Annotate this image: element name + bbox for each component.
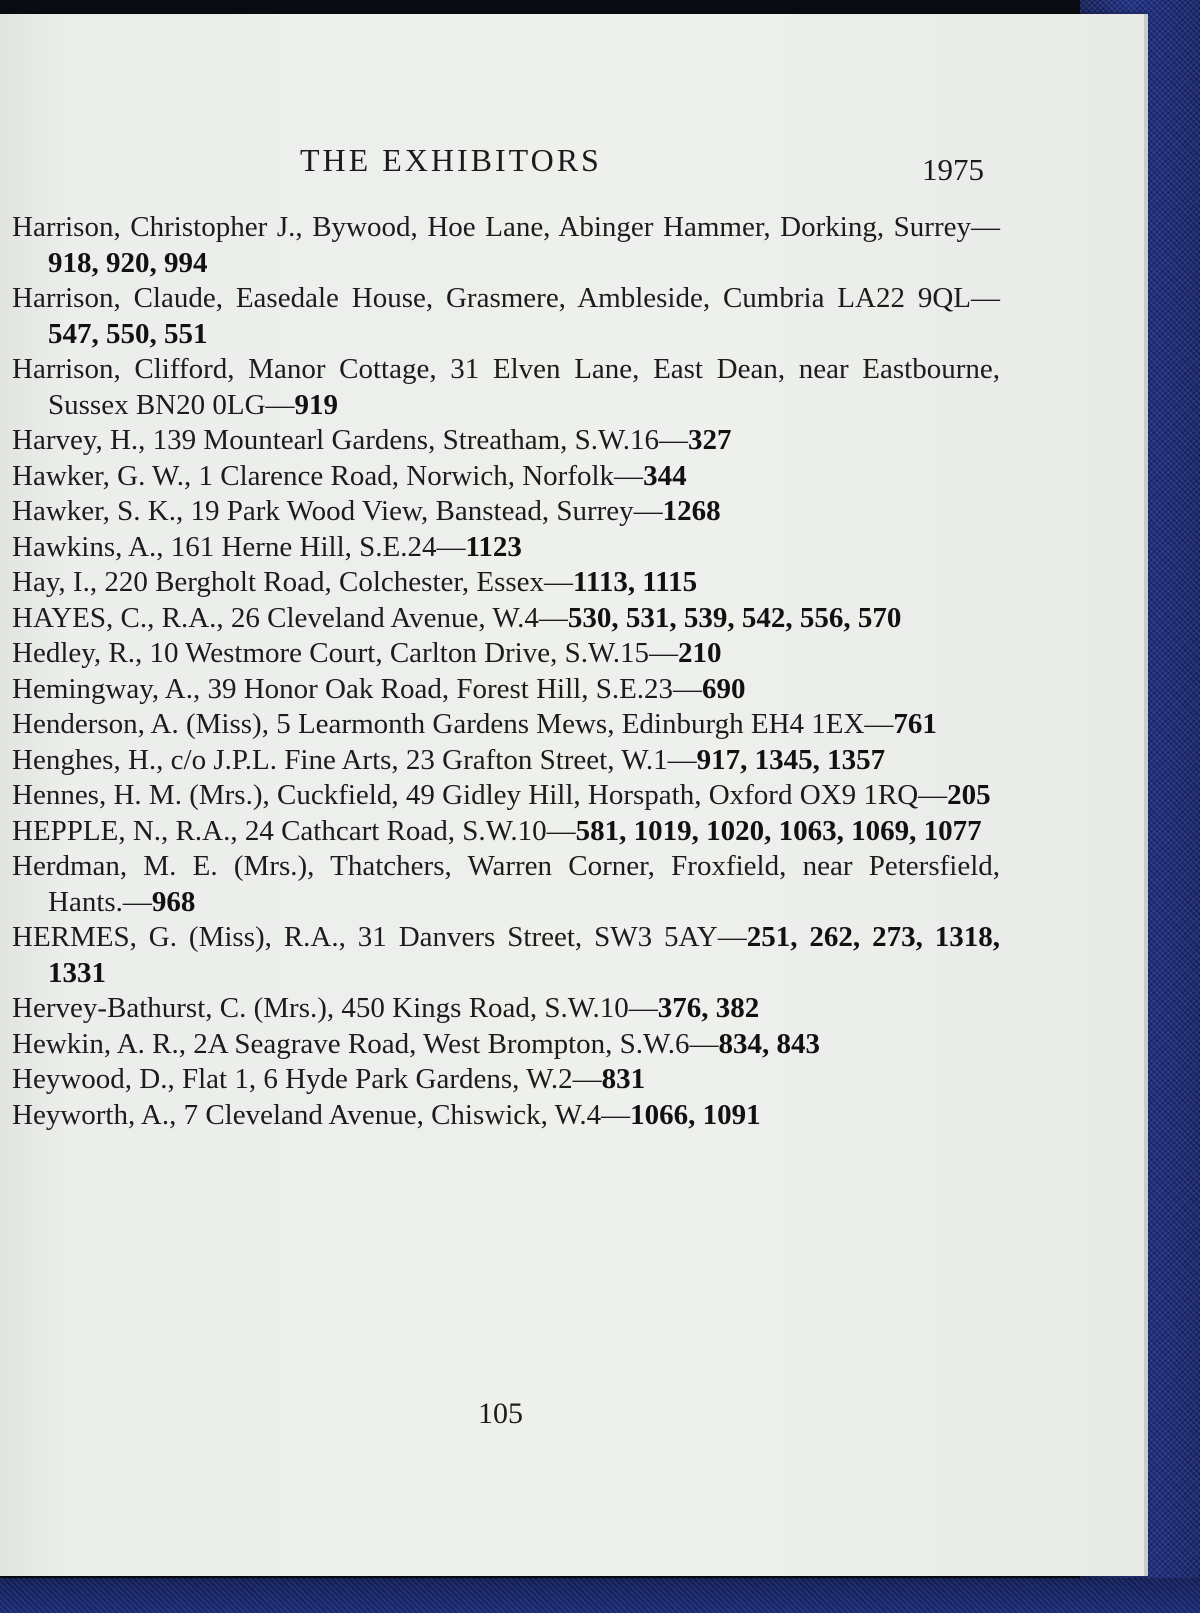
entry-numbers: 344 <box>643 459 687 492</box>
entry-text: Hewkin, A. R., 2A Seagrave Road, West Brompton, S.W.6— <box>12 1027 719 1060</box>
book-cover-bottom-edge <box>0 1578 1200 1613</box>
exhibitor-entry <box>12 210 1000 281</box>
entry-numbers: 1066, 1091 <box>630 1098 761 1131</box>
entry-numbers: 690 <box>702 672 746 705</box>
book-page <box>0 14 1144 1576</box>
exhibitor-entry <box>12 707 1000 743</box>
entry-numbers: 547, 550, 551 <box>48 317 208 350</box>
exhibitor-entry <box>12 672 1000 708</box>
entry-text: Hemingway, A., 39 Honor Oak Road, Forest Hill, S.E.23— <box>12 672 703 705</box>
exhibitor-entry <box>12 1098 1000 1134</box>
exhibitor-entry <box>12 778 1000 814</box>
entry-text: Hedley, R., 10 Westmore Court, Carlton Drive, S.W.15— <box>12 637 678 669</box>
entry-numbers: 376, 382 <box>657 992 760 1024</box>
exhibitor-entry <box>12 636 1000 672</box>
entry-text: Henderson, A. (Miss), 5 Learmonth Gardens Mews, Edinburgh EH4 1EX— <box>12 708 894 740</box>
exhibitor-entry <box>12 814 1000 850</box>
exhibitor-entry <box>12 991 1000 1027</box>
exhibitor-entry <box>12 1062 1000 1098</box>
entry-text: Heyworth, A., 7 Cleveland Avenue, Chiswick, W.4— <box>12 1098 631 1131</box>
exhibitor-entry <box>12 849 1000 920</box>
entry-numbers: 761 <box>893 708 937 740</box>
entry-numbers: 210 <box>677 637 722 669</box>
exhibitor-entry <box>12 530 1000 566</box>
entry-text: Harrison, Christopher J., Bywood, Hoe Lane, Abinger Hammer, Dorking, Surrey— <box>12 211 1000 243</box>
entry-numbers: 205 <box>947 779 991 811</box>
page-number: 105 <box>478 1397 523 1430</box>
entry-numbers: 530, 531, 539, 542, 556, 570 <box>567 601 902 634</box>
running-head: THE EXHIBITORS <box>300 142 602 178</box>
exhibitor-entry <box>12 565 1000 601</box>
entry-text: Hawkins, A., 161 Herne Hill, S.E.24— <box>12 530 466 563</box>
entry-numbers: 918, 920, 994 <box>48 246 208 279</box>
exhibitor-entry <box>12 352 1000 423</box>
entry-numbers: 919 <box>294 388 339 421</box>
entry-text: Harvey, H., 139 Mountearl Gardens, Streatham, S.W.16— <box>12 424 688 456</box>
entry-text: Harrison, Claude, Easedale House, Grasmere, Ambleside, Cumbria LA22 9QL— <box>12 282 1000 314</box>
entry-text: HERMES, G. (Miss), R.A., 31 Danvers Street, SW3 5AY— <box>12 921 747 953</box>
entry-text: Hay, I., 220 Bergholt Road, Colchester, Essex— <box>12 566 574 598</box>
entry-text: Heywood, D., Flat 1, 6 Hyde Park Gardens, W.2— <box>12 1063 602 1095</box>
exhibitor-entry <box>12 1027 1000 1063</box>
entry-numbers: 831 <box>601 1063 646 1095</box>
entry-text: HEPPLE, N., R.A., 24 Cathcart Road, S.W.10— <box>12 814 576 847</box>
entry-text: Hervey-Bathurst, C. (Mrs.), 450 Kings Road, S.W.10— <box>12 992 658 1024</box>
entry-numbers: 1268 <box>662 495 721 527</box>
entry-text: Hawker, S. K., 19 Park Wood View, Banstead, Surrey— <box>12 495 663 527</box>
exhibitor-entry <box>12 459 1000 495</box>
exhibitor-entry <box>12 494 1000 530</box>
page-year: 1975 <box>922 152 984 187</box>
page-edge <box>1144 14 1148 1576</box>
entry-numbers: 327 <box>688 424 732 456</box>
exhibitor-entry <box>12 601 1000 637</box>
entry-text: Henghes, H., c/o J.P.L. Fine Arts, 23 Grafton Street, W.1— <box>12 743 697 776</box>
entry-text: Hawker, G. W., 1 Clarence Road, Norwich, Norfolk— <box>12 459 644 492</box>
entry-numbers: 1123 <box>465 530 522 563</box>
entry-numbers: 251, 262, 273, 1318, 1331 <box>48 921 1000 989</box>
entry-text: Herdman, M. E. (Mrs.), Thatchers, Warren Corner, Froxfield, near Petersfield, Hants.— <box>12 850 1000 918</box>
entry-numbers: 1113, 1115 <box>573 566 698 598</box>
entry-text: Hennes, H. M. (Mrs.), Cuckfield, 49 Gidley Hill, Horspath, Oxford OX9 1RQ— <box>12 779 948 811</box>
exhibitor-entry <box>12 743 1000 779</box>
entry-numbers: 968 <box>151 885 196 918</box>
entry-numbers: 917, 1345, 1357 <box>696 743 886 776</box>
exhibitor-entry <box>12 281 1000 352</box>
entry-numbers: 834, 843 <box>718 1027 821 1060</box>
entry-numbers: 581, 1019, 1020, 1063, 1069, 1077 <box>575 814 982 847</box>
entry-text: HAYES, C., R.A., 26 Cleveland Avenue, W.4— <box>12 601 568 634</box>
exhibitor-entry <box>12 920 1000 991</box>
exhibitor-entry <box>12 423 1000 459</box>
entry-text: Harrison, Clifford, Manor Cottage, 31 Elven Lane, East Dean, near Eastbourne, Sussex BN20 0LG— <box>12 353 1000 421</box>
exhibitor-list <box>12 210 1000 1133</box>
